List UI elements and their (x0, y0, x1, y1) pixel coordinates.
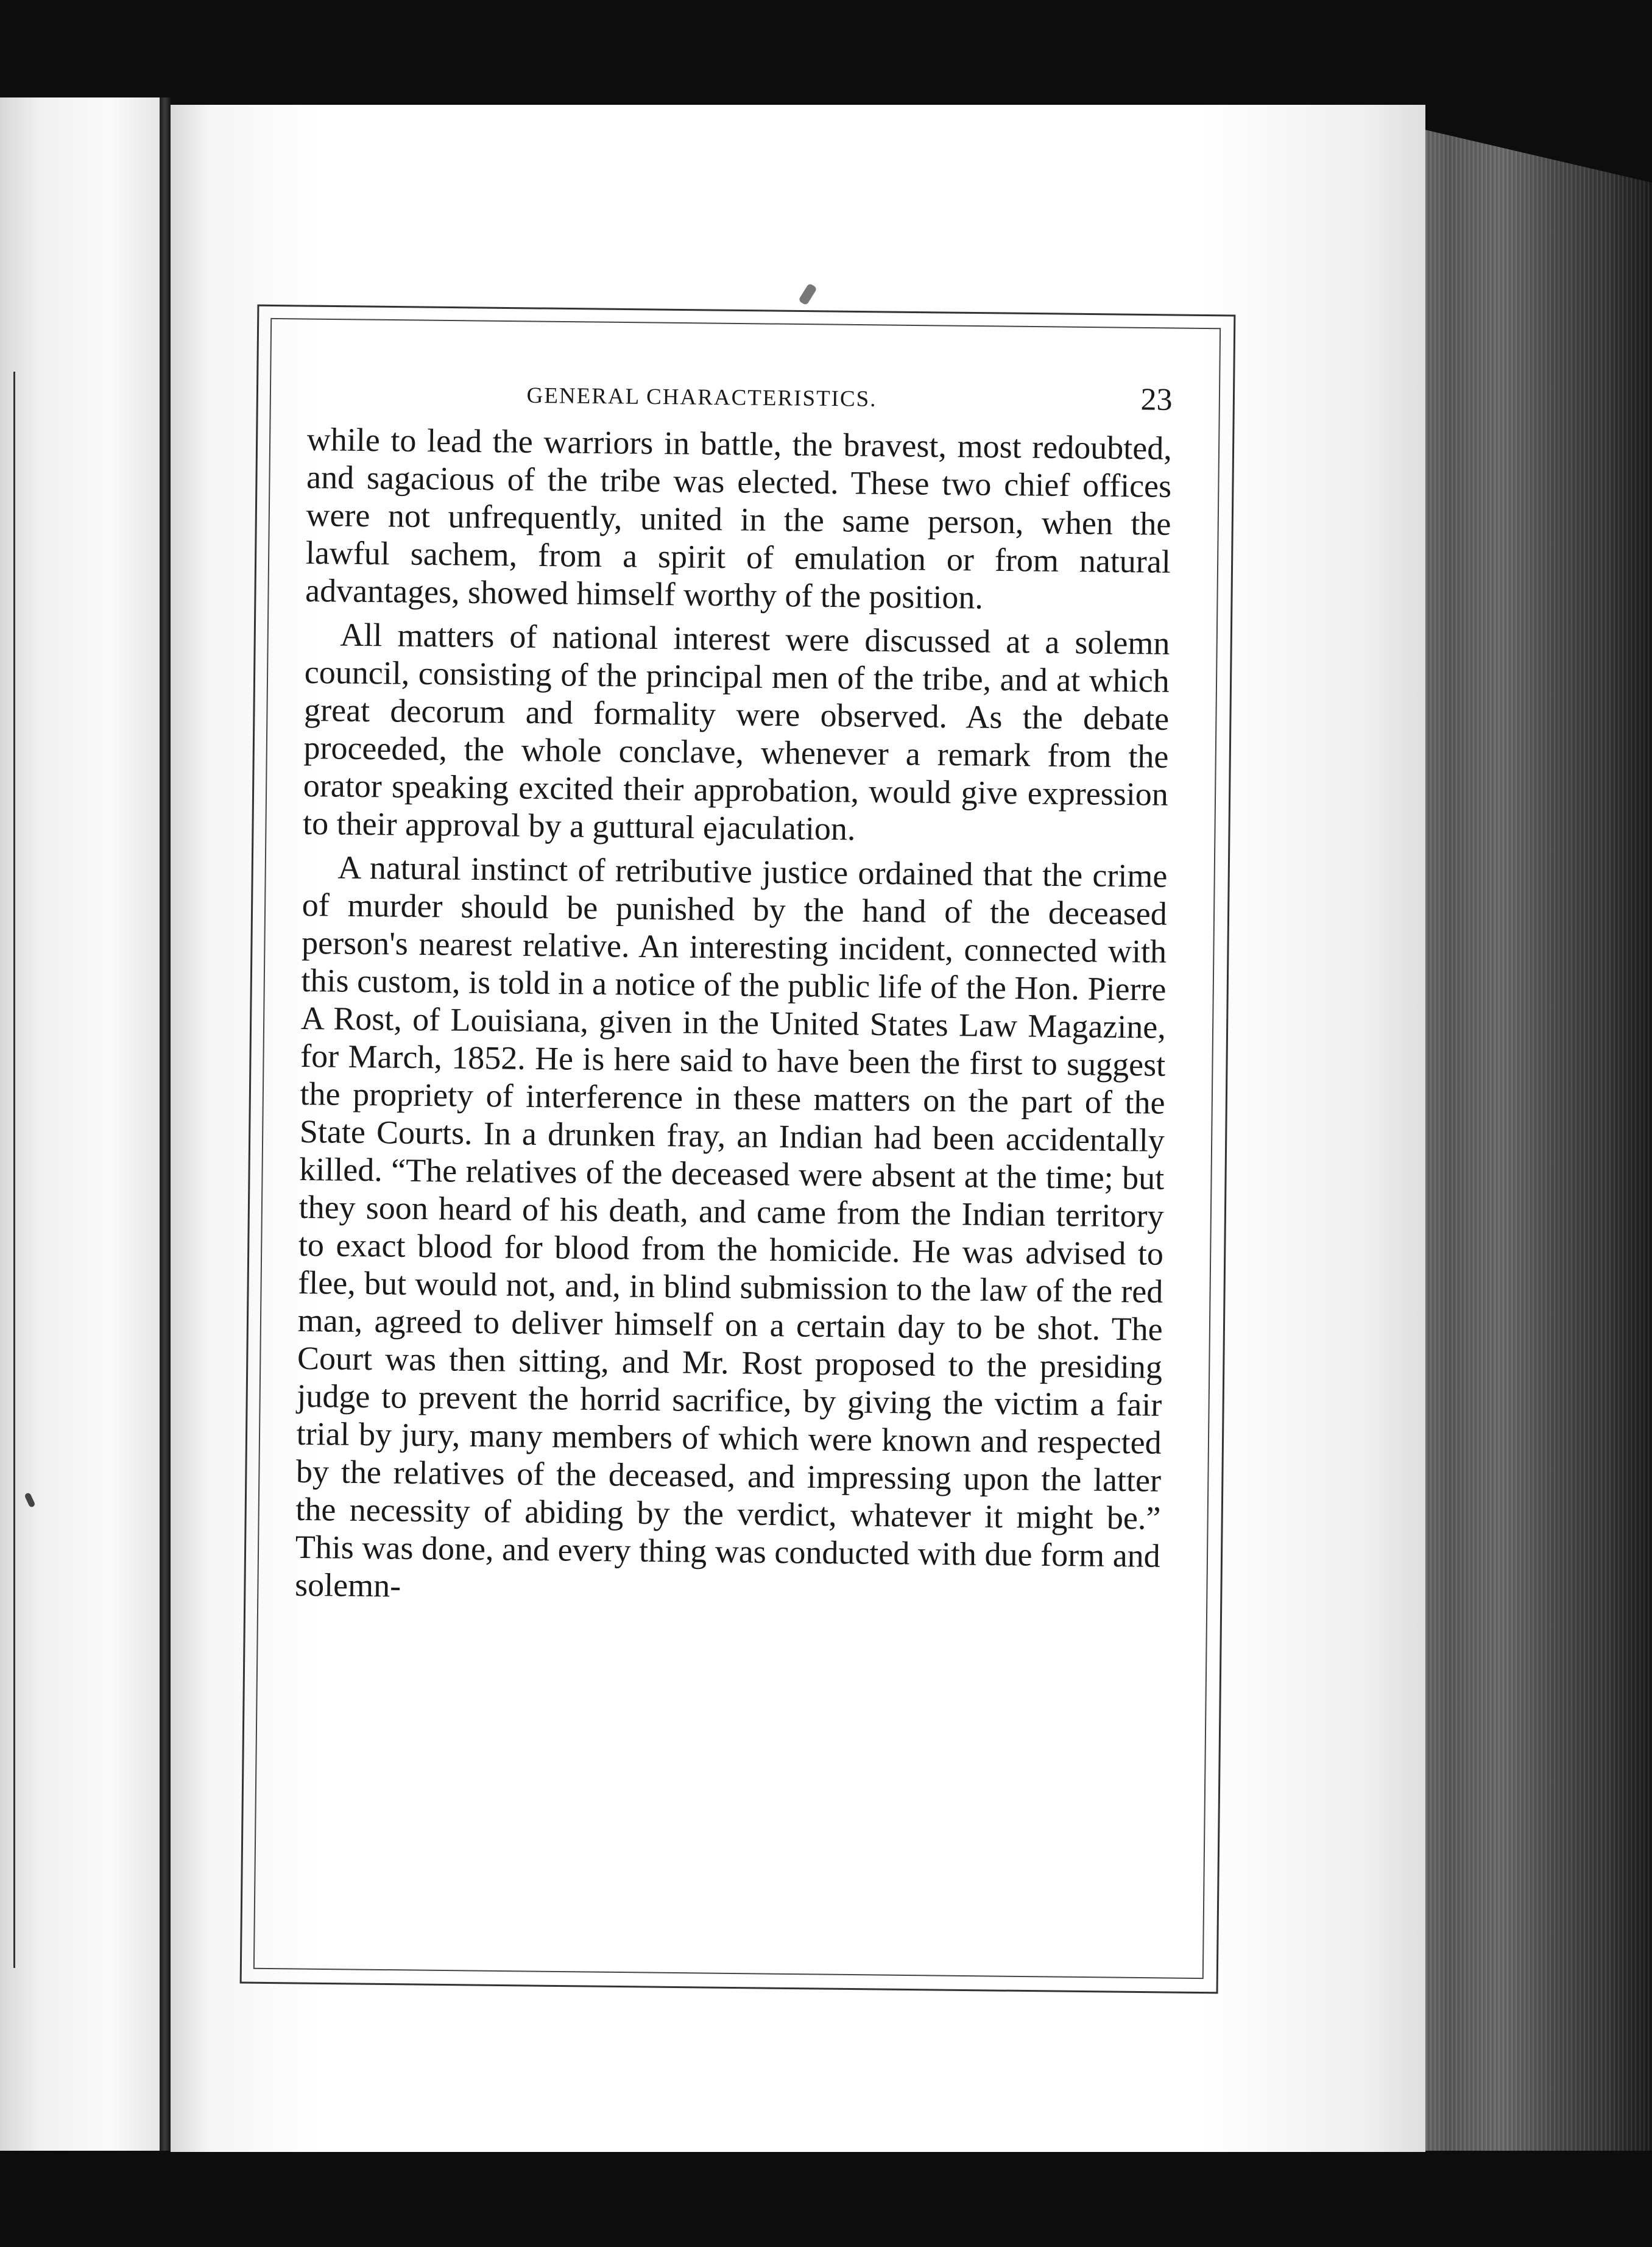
paragraph: All matters of national interest were discussed at a solemn council, consisting of the principal men of the tribe, and at which great decorum and formality were observed. As the debate proceeded, the whole conclave, whenever a remark from the orator speaking excited their approbation, would give expression to their approval by a guttural ejaculation. (302, 616, 1170, 847)
paragraph: while to lead the warriors in battle, the bravest, most redoubted, and sagacious of the tribe was elected. These two chief offices were not unfrequently, united in the same person, when the lawful sachem, from a spirit of emulation or from natural advantages, showed himself worthy of the position. (305, 420, 1173, 616)
facing-page-frame-edge (0, 372, 15, 1968)
paragraph: A natural instinct of retributive justice ordained that the crime of murder should be punished by the hand of the deceased person's nearest relative. An interesting incident, connected with this custom, is told in a notice of the public life of the Hon. Pierre A Rost, of Louisiana, given in the United States Law Magazine, for March, 1852. He is here said to have been the first to suggest the propriety of interference in these matters on the part of the State Courts. In a drunken fray, an Indian had been accidentally killed. “The relatives of the deceased were absent at the time; but they soon heard of his death, and came from the Indian territory to exact blood for blood from the homicide. He was advised to flee, but would not, and, in blind submission to the law of the red man, agreed to deliver himself on a certain day to be shot. The Court was then sitting, and Mr. Rost proposed to the presiding judge to prevent the horrid sacrifice, by giving the victim a fair trial by jury, many members of which were known and respected by the relatives of the deceased, and impressing upon the latter the necessity of abiding by the verdict, whatever it might be.” This was done, and every thing was conducted with due form and solemn- (294, 849, 1168, 1604)
facing-page (0, 97, 160, 2151)
page-content (295, 372, 1173, 1619)
running-title: GENERAL CHARACTERISTICS. (526, 383, 877, 412)
ink-speck (24, 1492, 35, 1508)
page-number: 23 (1140, 382, 1173, 417)
running-head (307, 372, 1173, 430)
book-gutter (160, 97, 171, 2151)
